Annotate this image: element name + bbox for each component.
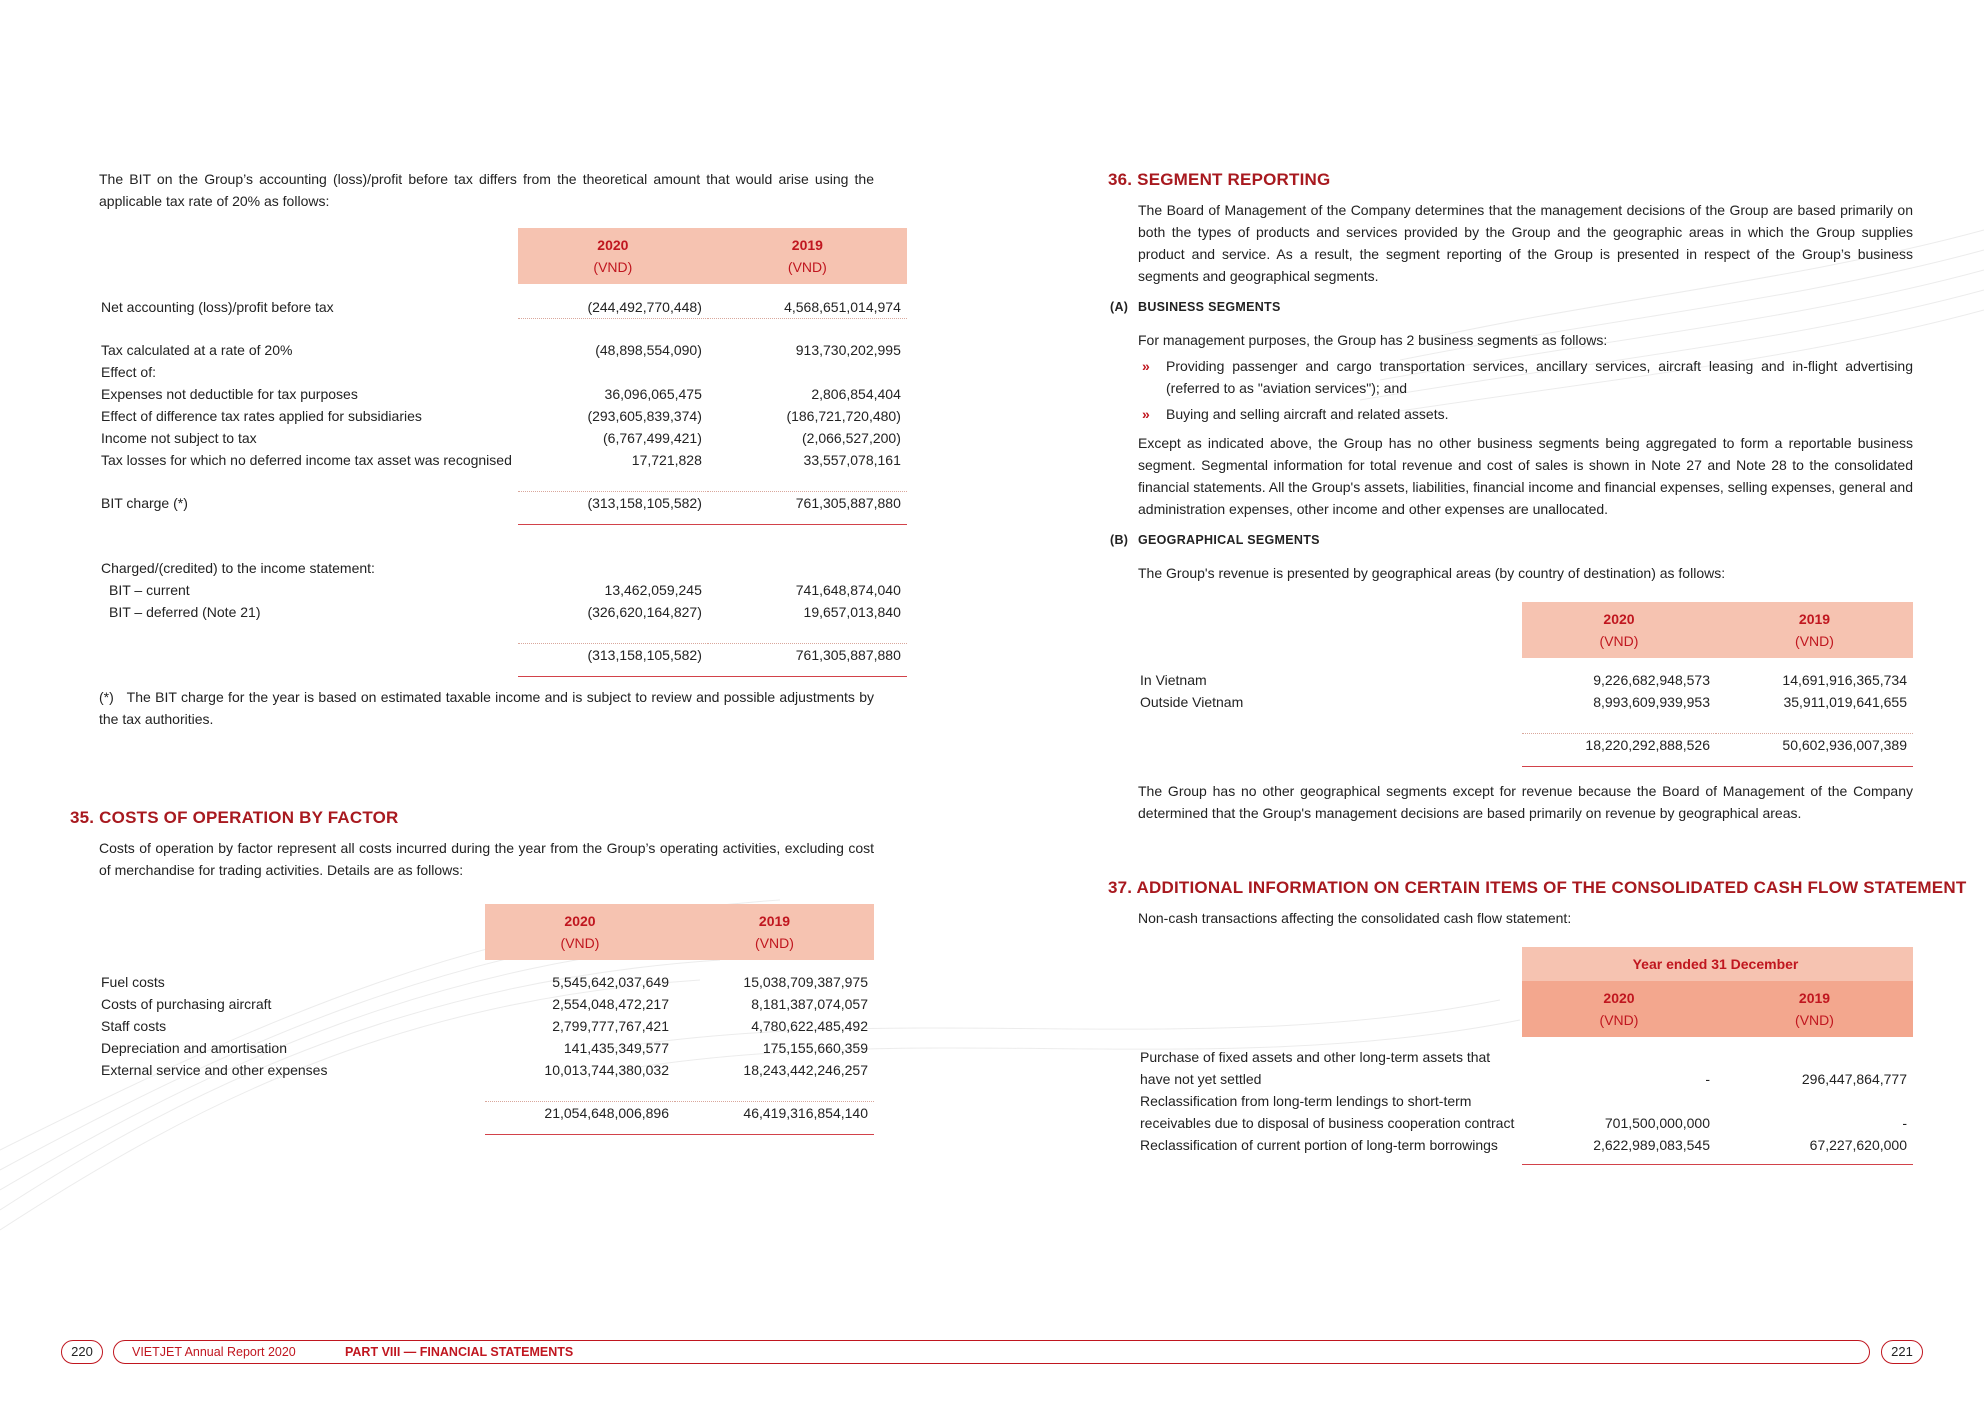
value-2019: 913,730,202,995 [795,342,901,358]
table-row [99,1059,874,1081]
column-header-2020: 2020 (VND) [1522,981,1716,1037]
row-label: Purchase of fixed assets and other long-term assets that [1140,1049,1491,1065]
value-2020: (244,492,770,448) [587,299,702,315]
subsection-title: GEOGRAPHICAL SEGMENTS [1138,533,1320,547]
list-item-text: Buying and selling aircraft and related assets. [1166,406,1449,422]
footer-part-title: PART VIII — FINANCIAL STATEMENTS [345,1345,574,1359]
section-number: 36. [1108,170,1133,189]
geographical-segments-heading [1110,533,1320,547]
value-2020: - [1705,1071,1710,1087]
list-item [1142,355,1913,399]
table-total-row [99,644,907,667]
geographical-segments-text: The Group has no other geographical segments except for revenue because the Board of Management of the Company determined that the Group's management decisions are based primarily on revenue by geographical areas. [1138,783,1913,821]
row-label: Depreciation and amortisation [101,1040,287,1056]
section-35-title [70,808,399,828]
row-label: Effect of: [101,364,156,380]
row-label: Costs of purchasing aircraft [101,996,272,1012]
value-2019: 741,648,874,040 [795,582,901,598]
value-2019: 175,155,660,359 [762,1040,868,1056]
table-row [1138,1112,1913,1134]
table-row [1138,1046,1913,1068]
row-label: Tax losses for which no deferred income tax asset was recognised [101,452,512,468]
table-row [99,383,907,405]
value-2019: 18,243,442,246,257 [743,1062,868,1078]
value-2020: (6,767,499,421) [603,430,702,446]
list-item-text: Providing passenger and cargo transportation services, ancillary services, aircraft leasing and in-flight advertising (referred to as "aviation services"); and [1166,358,1913,396]
row-label: Expenses not deductible for tax purposes [101,386,358,402]
column-header-2020: 2020 (VND) [1522,602,1716,658]
geographical-revenue-table [1138,602,1913,767]
value-2020: 13,462,059,245 [604,582,702,598]
table-row [99,296,907,319]
section-35-intro: Costs of operation by factor represent all costs incurred during the year from the Group’s operating activities, excluding cost of merchandise for trading activities. Details are as follows: [99,840,874,878]
table-row [99,1037,874,1059]
value-2019: 4,780,622,485,492 [751,1018,868,1034]
value-2020: 2,554,048,472,217 [552,996,669,1012]
value-2020: 8,993,609,939,953 [1593,694,1710,710]
value-2019: 4,568,651,014,974 [784,299,901,315]
value-2019: 296,447,864,777 [1801,1071,1907,1087]
row-label: Effect of difference tax rates applied for subsidiaries [101,408,422,424]
row-label: Tax calculated at a rate of 20% [101,342,293,358]
value-2020: (326,620,164,827) [587,604,702,620]
table-header-row [1138,981,1913,1037]
section-37-intro: Non-cash transactions affecting the consolidated cash flow statement: [1138,910,1572,926]
value-2020: 9,226,682,948,573 [1593,672,1710,688]
bit-footnote: (*) The BIT charge for the year is based on estimated taxable income and is subject to review and possible adjustments by the tax authorities. [99,689,874,727]
table-header-row [99,904,874,960]
row-label: receivables due to disposal of business cooperation contract [1140,1115,1515,1131]
table-row [99,601,907,623]
value-2019: 35,911,019,641,655 [1783,694,1907,710]
value-2020: 701,500,000,000 [1604,1115,1710,1131]
row-label: BIT – current [109,582,190,598]
bit-reconciliation-table [99,228,907,677]
section-heading: SEGMENT REPORTING [1137,170,1331,189]
value-2020: (313,158,105,582) [518,492,708,515]
table-total-row [1138,734,1913,757]
column-header-2019: 2019 (VND) [675,904,874,960]
value-2020: 2,622,989,083,545 [1593,1137,1710,1153]
value-2019: 761,305,887,880 [708,492,907,515]
row-label: Staff costs [101,1018,167,1034]
table-header-row [1138,602,1913,658]
table-row [99,557,907,579]
left-page-number: 220 [71,1344,93,1359]
row-label: Charged/(credited) to the income statement: [101,560,375,576]
section-36-intro: The Board of Management of the Company determines that the management decisions of the Group are based primarily on both the types of products and services provided by the Group and the geographic areas in which the Group supplies product and service. As a result, the segment reporting of the Group is presented in respect of the Group’s business segments and geographical segments. [1138,202,1913,284]
bit-intro-text: The BIT on the Group’s accounting (loss)/profit before tax differs from the theoretical amount that would arise using the applicable tax rate of 20% as follows: [99,171,874,209]
non-cash-transactions-table [1138,947,1913,1165]
value-2019: 15,038,709,387,975 [743,974,868,990]
table-row [1138,1068,1913,1090]
table-row [99,405,907,427]
section-37-title [1108,878,1966,898]
table-total-row [99,1102,874,1125]
subsection-label: (A) [1110,300,1129,314]
costs-of-operation-table [99,904,874,1135]
table-row [1138,1090,1913,1112]
table-row [99,971,874,993]
row-label: External service and other expenses [101,1062,328,1078]
value-2020: 17,721,828 [631,452,702,468]
table-row [99,427,907,449]
total-2019: 46,419,316,854,140 [675,1102,874,1125]
table-row [1138,1134,1913,1156]
section-heading: COSTS OF OPERATION BY FACTOR [99,808,399,827]
business-segments-intro: For management purposes, the Group has 2 business segments as follows: [1138,332,1608,348]
value-2019: - [1902,1115,1907,1131]
column-header-2020: 2020 (VND) [485,904,675,960]
value-2019: 14,691,916,365,734 [1782,672,1907,688]
geographical-segments-intro: The Group's revenue is presented by geographical areas (by country of destination) as follows: [1138,565,1726,581]
row-label: BIT – deferred (Note 21) [109,604,261,620]
table-row [99,1015,874,1037]
value-2020: 10,013,744,380,032 [544,1062,669,1078]
table-row [1138,691,1913,713]
table-row [1138,669,1913,691]
column-header-2019: 2019 (VND) [708,228,907,284]
total-2020: (313,158,105,582) [518,644,708,667]
table-row [99,361,907,383]
row-label: Outside Vietnam [1140,694,1244,710]
right-page-number: 221 [1891,1344,1913,1359]
column-header-2019: 2019 (VND) [1716,602,1913,658]
value-2019: 2,806,854,404 [811,386,901,402]
value-2019: (2,066,527,200) [802,430,901,446]
value-2020: 2,799,777,767,421 [552,1018,669,1034]
bullet-mark-icon: » [1142,406,1150,422]
total-2020: 21,054,648,006,896 [485,1102,675,1125]
value-2019: 19,657,013,840 [803,604,901,620]
value-2019: 8,181,387,074,057 [751,996,868,1012]
row-label: BIT charge (*) [101,494,188,511]
value-2020: (48,898,554,090) [595,342,702,358]
total-2019: 50,602,936,007,389 [1716,734,1913,757]
subsection-label: (B) [1110,533,1129,547]
table-row [99,449,907,471]
section-heading: ADDITIONAL INFORMATION ON CERTAIN ITEMS OF THE CONSOLIDATED CASH FLOW STATEMENT [1136,878,1967,897]
value-2020: 5,545,642,037,649 [552,974,669,990]
row-label: Net accounting (loss)/profit before tax [101,299,334,316]
list-item [1142,403,1913,425]
row-label: In Vietnam [1140,672,1207,688]
value-2020: (293,605,839,374) [587,408,702,424]
value-2019: 33,557,078,161 [803,452,901,468]
footer-report-title: VIETJET Annual Report 2020 [132,1345,296,1359]
row-label: have not yet settled [1140,1071,1262,1087]
business-segments-heading [1110,300,1281,314]
row-label: Reclassification from long-term lendings to short-term [1140,1093,1472,1109]
section-number: 37. [1108,878,1133,897]
row-label: Reclassification of current portion of long-term borrowings [1140,1137,1498,1153]
column-header-2019: 2019 (VND) [1716,981,1913,1037]
section-36-title [1108,170,1330,190]
bullet-mark-icon: » [1142,358,1150,374]
value-2020: 141,435,349,577 [563,1040,669,1056]
table-row [99,492,907,515]
total-2019: 761,305,887,880 [708,644,907,667]
subsection-title: BUSINESS SEGMENTS [1138,300,1281,314]
table-span-header-row [1138,947,1913,981]
column-header-2020: 2020 (VND) [518,228,708,284]
value-2019: (186,721,720,480) [786,408,901,424]
business-segments-text: Except as indicated above, the Group has no other business segments being aggregated to form a reportable business segment. Segmental information for total revenue and cost of sales is shown in Note 27 and Note 28 to the consolidated financial statements. All the Group's assets, liabilities, financial income and financial expenses, selling expenses, general and administration expenses, other income and other expenses are unallocated. [1138,435,1913,517]
table-row [99,339,907,361]
right-page [992,0,1984,1403]
section-number: 35. [70,808,95,827]
table-header-row [99,228,907,284]
value-2020: 36,096,065,475 [604,386,702,402]
year-ended-header: Year ended 31 December [1522,947,1913,981]
row-label: Income not subject to tax [101,430,257,446]
value-2019: 67,227,620,000 [1809,1137,1907,1153]
table-row [99,579,907,601]
row-label: Fuel costs [101,974,165,990]
total-2020: 18,220,292,888,526 [1522,734,1716,757]
table-row [99,993,874,1015]
